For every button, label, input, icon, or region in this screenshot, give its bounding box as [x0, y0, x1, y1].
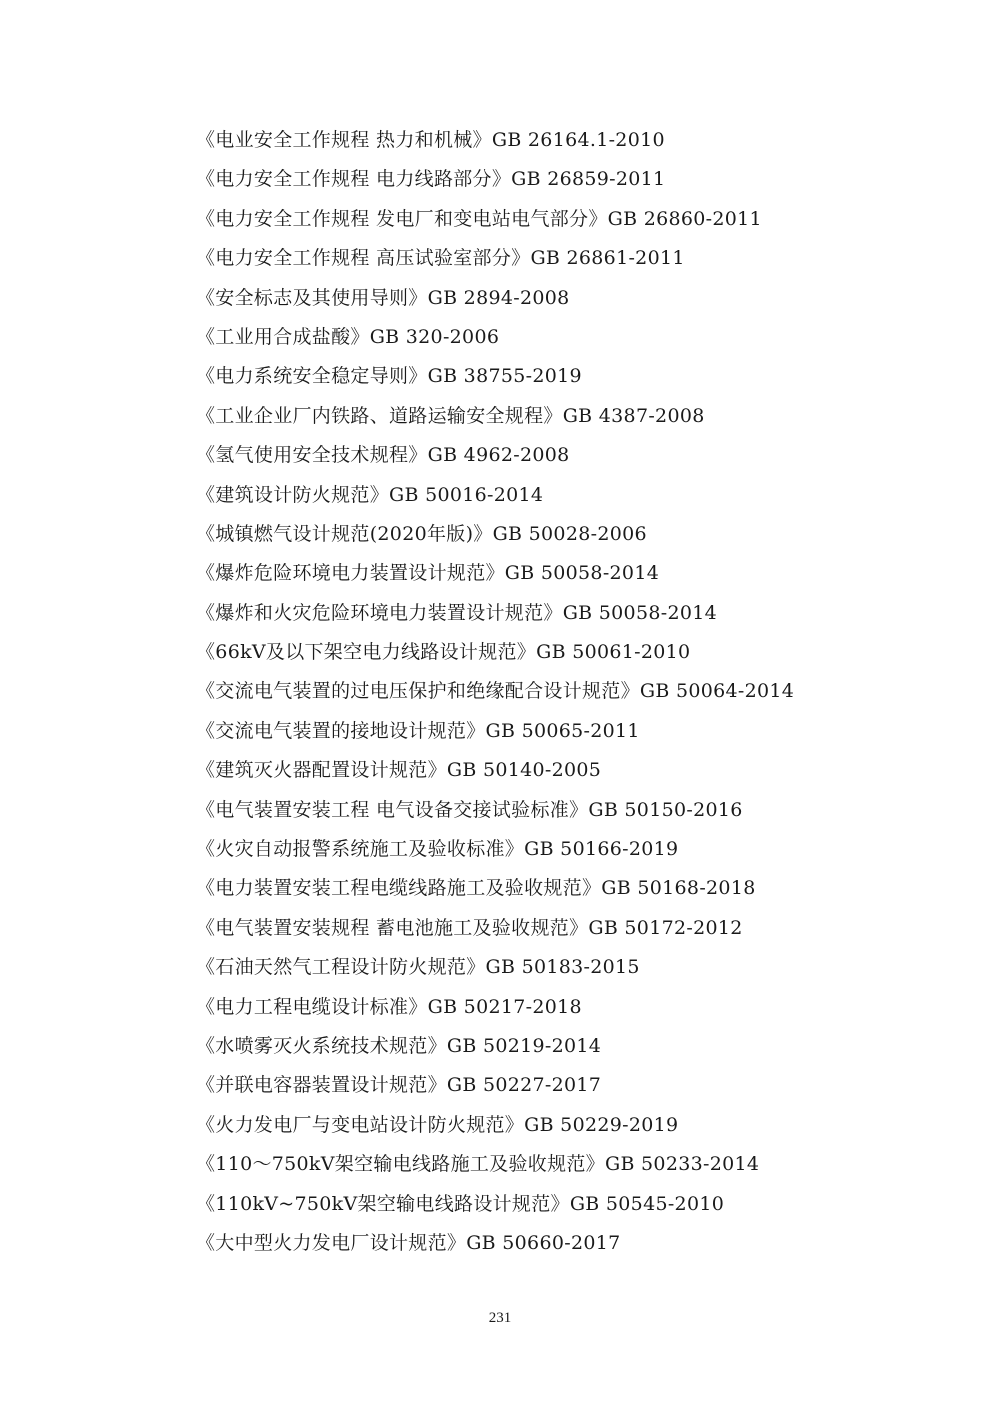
- standards-list: [196, 121, 956, 1263]
- list-item: 《交流电气装置的过电压保护和绝缘配合设计规范》GB 50064-2014: [196, 680, 795, 703]
- list-item: 《电力安全工作规程 高压试验室部分》GB 26861-2011: [196, 247, 685, 270]
- list-item: 《石油天然气工程设计防火规范》GB 50183-2015: [196, 956, 640, 979]
- list-item: 《电力安全工作规程 发电厂和变电站电气部分》GB 26860-2011: [196, 207, 762, 230]
- list-item: 《爆炸和火灾危险环境电力装置设计规范》GB 50058-2014: [196, 601, 717, 624]
- list-item: 《电气装置安装规程 蓄电池施工及验收规范》GB 50172-2012: [196, 916, 743, 939]
- list-item: 《火力发电厂与变电站设计防火规范》GB 50229-2019: [196, 1113, 679, 1136]
- list-item: 《爆炸危险环境电力装置设计规范》GB 50058-2014: [196, 562, 660, 585]
- list-item: 《城镇燃气设计规范(2020年版)》GB 50028-2006: [196, 522, 647, 545]
- list-item: 《工业企业厂内铁路、道路运输安全规程》GB 4387-2008: [196, 404, 705, 427]
- list-item: 《电力装置安装工程电缆线路施工及验收规范》GB 50168-2018: [196, 877, 756, 900]
- list-item: 《并联电容器装置设计规范》GB 50227-2017: [196, 1074, 602, 1097]
- list-item: 《电力系统安全稳定导则》GB 38755-2019: [196, 365, 582, 388]
- list-item: 《火灾自动报警系统施工及验收标准》GB 50166-2019: [196, 838, 679, 861]
- list-item: 《大中型火力发电厂设计规范》GB 50660-2017: [196, 1231, 621, 1254]
- list-item: 《电力工程电缆设计标准》GB 50217-2018: [196, 995, 582, 1018]
- list-item: 《110kV~750kV架空输电线路设计规范》GB 50545-2010: [196, 1192, 725, 1215]
- list-item: 《电业安全工作规程 热力和机械》GB 26164.1-2010: [196, 129, 665, 151]
- list-item: 《110～750kV架空输电线路施工及验收规范》GB 50233-2014: [196, 1153, 760, 1176]
- list-item: 《水喷雾灭火系统技术规范》GB 50219-2014: [196, 1034, 602, 1057]
- list-item: 《电力安全工作规程 电力线路部分》GB 26859-2011: [196, 168, 666, 191]
- list-item: 《66kV及以下架空电力线路设计规范》GB 50061-2010: [196, 641, 691, 664]
- page-number: 231: [488, 1310, 512, 1326]
- list-item: 《交流电气装置的接地设计规范》GB 50065-2011: [196, 719, 640, 742]
- list-item: 《工业用合成盐酸》GB 320-2006: [196, 325, 500, 348]
- list-item: 《电气装置安装工程 电气设备交接试验标准》GB 50150-2016: [196, 798, 743, 821]
- list-item: 《氢气使用安全技术规程》GB 4962-2008: [196, 444, 570, 467]
- list-item: 《安全标志及其使用导则》GB 2894-2008: [196, 286, 570, 309]
- list-item: 《建筑设计防火规范》GB 50016-2014: [196, 483, 544, 506]
- list-item: 《建筑灭火器配置设计规范》GB 50140-2005: [196, 759, 602, 782]
